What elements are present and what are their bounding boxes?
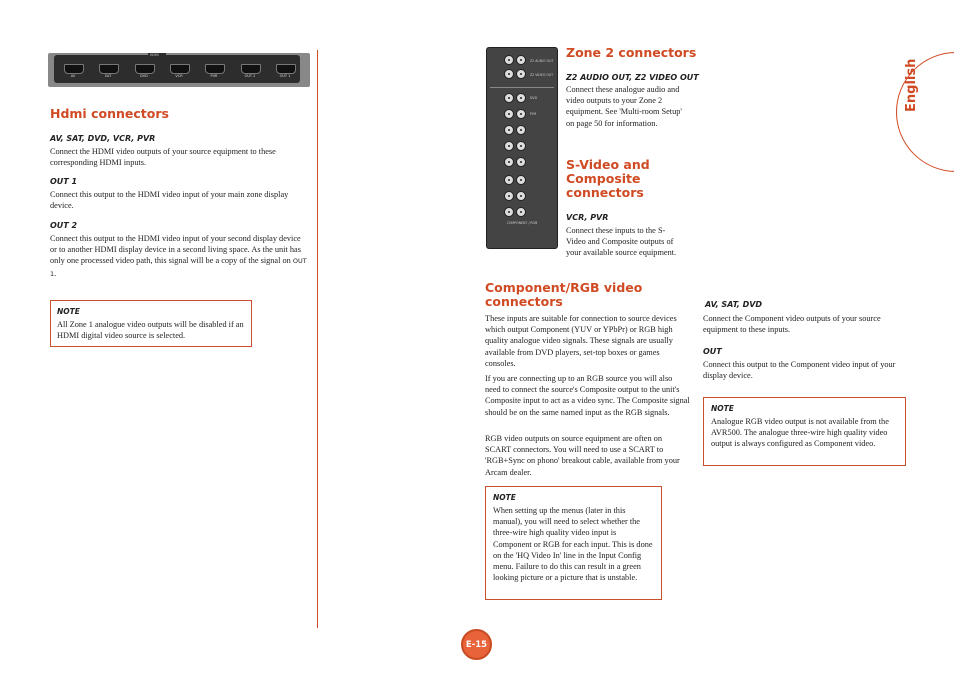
hdmi-port-sat <box>99 64 119 74</box>
right-sub-inputs: AV, SAT, DVD <box>705 300 763 309</box>
component-note-box <box>485 486 662 600</box>
hdmi-label-av: AV <box>70 74 76 78</box>
hdmi-port-pvr <box>205 64 225 74</box>
rear-bottom-label: COMPONENT / RGB <box>506 221 538 225</box>
hdmi-sub-out1: OUT 1 <box>50 177 78 186</box>
hdmi-label-pvr: PVR <box>210 74 218 78</box>
rear-row-dvd: DVD <box>530 96 538 100</box>
hdmi-text-out2-ref: OUT 1 <box>50 257 307 278</box>
hdmi-note-box <box>50 300 252 347</box>
hdmi-port-out2 <box>241 64 261 74</box>
svideo-text: Connect these inputs to the S-Video and Composite outputs of your available source equipment. <box>566 226 677 258</box>
hdmi-panel-header: HDMI <box>150 53 159 57</box>
hdmi-sub-out2: OUT 2 <box>50 221 78 230</box>
right-note-text: Analogue RGB video output is not available from the AVR500. The analogue three-wire high quality video output is always configured as Component video. <box>711 417 889 449</box>
right-note-box <box>703 397 906 466</box>
zone2-title: Zone 2 connectors <box>566 45 697 60</box>
hdmi-text-out2 <box>50 233 308 280</box>
zone2-text: Connect these analogue audio and video outputs to your Zone 2 equipment. See 'Multi-room Setup' on page 50 for information. <box>566 85 682 128</box>
component-p3: RGB video outputs on source equipment are often on SCART connectors. You will need to use a SCART to 'RGB+Sync on phono' breakout cable, available from your Arcam dealer. <box>485 434 680 477</box>
svideo-title: S-Video and Composite connectors <box>566 157 650 200</box>
hdmi-sub-inputs: AV, SAT, DVD, VCR, PVR <box>50 134 156 143</box>
right-note-title: NOTE <box>711 404 734 413</box>
page-number-badge <box>461 629 492 660</box>
hdmi-label-out2: OUT 2 <box>244 74 256 78</box>
hdmi-text-out1: Connect this output to the HDMI video input of your main zone display device. <box>50 190 289 211</box>
hdmi-note-title: NOTE <box>57 307 80 316</box>
column-divider <box>317 50 318 628</box>
hdmi-label-out1: OUT 1 <box>279 74 291 78</box>
component-p2: If you are connecting up to an RGB source you will also need to connect the source's Composite output to the unit's Composite input to act as a video sync. The Composite signal should be on the same named input as the RGB signals. <box>485 374 690 417</box>
rear-panel-illustration <box>486 47 558 249</box>
right-sub-out: OUT <box>703 347 722 356</box>
hdmi-text-out2-start: Connect this output to the HDMI video input of your second display device or to another HDMI display device in a second living space. As the unit has only one processed video path, this signal will be a copy of the signal on <box>50 234 301 266</box>
right-text-inputs: Connect the Component video outputs of your source equipment to these inputs. <box>703 314 881 335</box>
hdmi-port-av <box>64 64 84 74</box>
component-title: Component/RGB video connectors <box>485 280 643 309</box>
right-text-out: Connect this output to the Component video input of your display device. <box>703 360 896 381</box>
component-note-text: When setting up the menus (later in this manual), you will need to select whether the three-wire high quality video input is Component or RGB for each input. This is done on the 'HQ Video In' line in the Input Config menu. Failure to do this can result in a green looking picture or a picture that is unstable. <box>493 506 653 583</box>
hdmi-label-vcr: VCR <box>175 74 183 78</box>
hdmi-label-sat: SAT <box>104 74 112 78</box>
svideo-sub: VCR, PVR <box>566 213 609 222</box>
hdmi-port-vcr <box>170 64 190 74</box>
language-tab-label: English <box>904 58 919 112</box>
hdmi-note-text: All Zone 1 analogue video outputs will be disabled if an HDMI digital video source is selected. <box>57 320 244 341</box>
hdmi-port-out1 <box>276 64 296 74</box>
hdmi-label-dvd: DVD <box>140 74 148 78</box>
component-p1: These inputs are suitable for connection to source devices which output Component (YUV or YPbPr) or RGB high quality analogue video signals. These signals are usually available from DVD players, set-top boxes or games consoles. <box>485 314 677 368</box>
hdmi-section-title: Hdmi connectors <box>50 106 169 121</box>
hdmi-text-inputs: Connect the HDMI video outputs of your source equipment to these corresponding HDMI inputs. <box>50 147 276 168</box>
page-number: E-15 <box>465 639 488 650</box>
hdmi-port-dvd <box>135 64 155 74</box>
hdmi-panel-illustration <box>48 47 310 87</box>
rear-row-pvr: PVR <box>530 112 537 116</box>
hdmi-text-out2-end: . <box>54 268 57 278</box>
component-note-title: NOTE <box>493 493 516 502</box>
zone2-sub: Z2 AUDIO OUT, Z2 VIDEO OUT <box>566 73 699 82</box>
rear-z2-audio-label: Z2 AUDIO OUT <box>530 59 554 63</box>
rear-z2-video-label: Z2 VIDEO OUT <box>530 73 554 77</box>
